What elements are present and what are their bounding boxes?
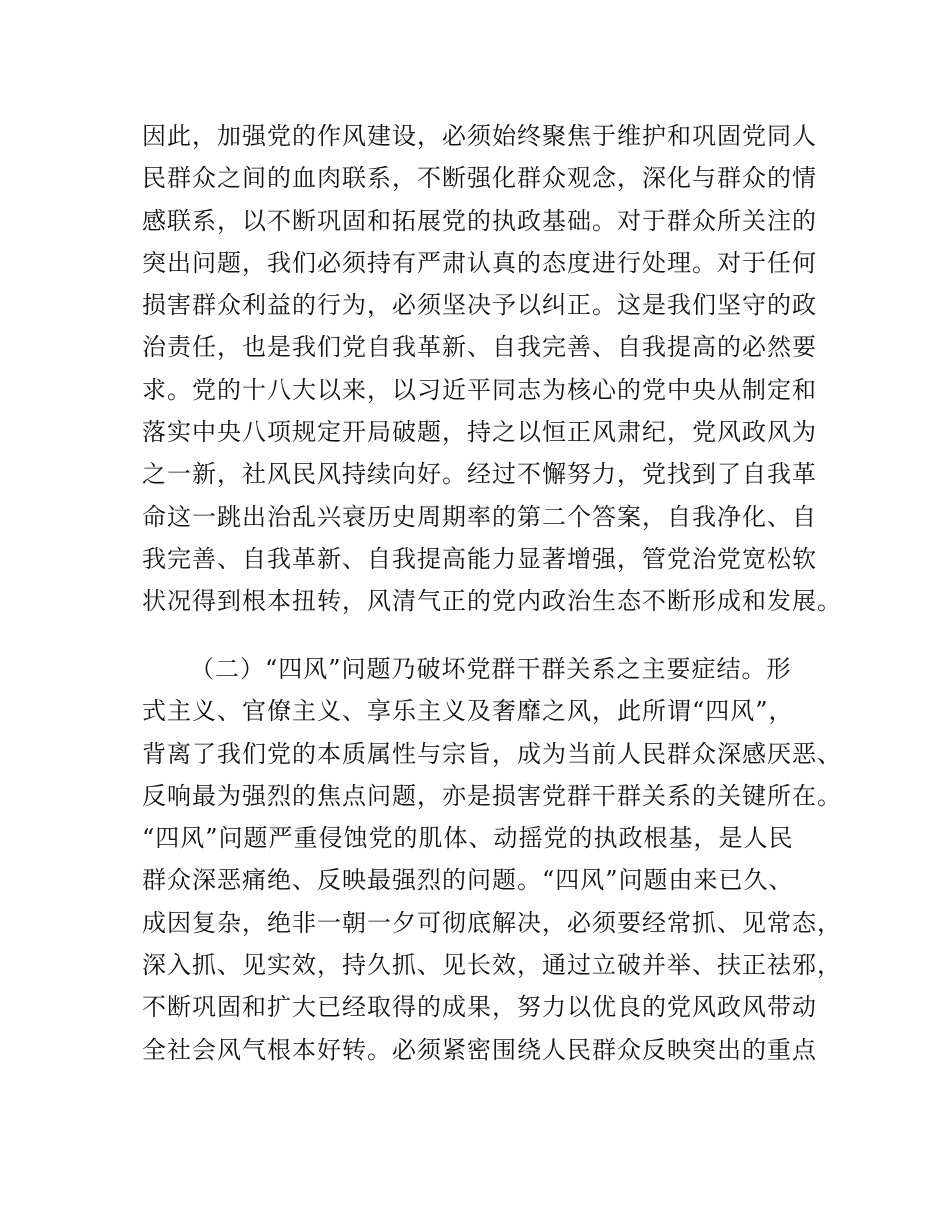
paragraph-2-line: 反响最为强烈的焦点问题，亦是损害党群干群关系的关键所在。 (142, 781, 842, 810)
paragraph-2-line: 成因复杂，绝非一朝一夕可彻底解决，必须要经常抓、见常态， (142, 908, 842, 937)
paragraph-1-line: 民群众之间的血肉联系，不断强化群众观念，深化与群众的情 (142, 164, 817, 193)
paragraph-2 (142, 648, 842, 1071)
paragraph-1-line: 落实中央八项规定开局破题，持之以恒正风肃纪，党风政风为 (142, 418, 817, 447)
paragraph-1-line: 损害群众利益的行为，必须坚决予以纠正。这是我们坚守的政 (142, 291, 817, 320)
paragraph-2-line: 背离了我们党的本质属性与宗旨，成为当前人民群众深感厌恶、 (142, 739, 842, 768)
paragraph-1-line: 我完善、自我革新、自我提高能力显著增强，管党治党宽松软 (142, 544, 817, 573)
paragraph-2-line: 群众深恶痛绝、反映最强烈的问题。“四风”问题由来已久、 (142, 866, 794, 895)
paragraph-1-line: 状况得到根本扭转，风清气正的党内政治生态不断形成和发展。 (142, 587, 842, 616)
paragraph-1-line: 治责任，也是我们党自我革新、自我完善、自我提高的必然要 (142, 333, 817, 362)
paragraph-2-line: “四风”问题严重侵蚀党的肌体、动摇党的执政根基，是人民 (142, 824, 794, 853)
paragraph-2-line: 式主义、官僚主义、享乐主义及奢靡之风，此所谓“四风”， (142, 697, 794, 726)
paragraph-1-line: 命这一跳出治乱兴衰历史周期率的第二个答案，自我净化、自 (142, 502, 817, 531)
paragraph-1-line: 感联系，以不断巩固和拓展党的执政基础。对于群众所关注的 (142, 206, 817, 235)
paragraph-1 (142, 115, 842, 623)
paragraph-2-line: 不断巩固和扩大已经取得的成果，努力以优良的党风政风带动 (142, 993, 817, 1022)
paragraph-2-heading-line: （二）“四风”问题乃破坏党群干群关系之主要症结。形 (190, 655, 792, 683)
paragraph-2-line: 全社会风气根本好转。必须紧密围绕人民群众反映突出的重点 (142, 1035, 817, 1064)
paragraph-2-line: 深入抓、见实效，持久抓、见长效，通过立破并举、扶正祛邪， (142, 951, 842, 980)
paragraph-1-line: 突出问题，我们必须持有严肃认真的态度进行处理。对于任何 (142, 248, 817, 277)
paragraph-1-line: 因此，加强党的作风建设，必须始终聚焦于维护和巩固党同人 (142, 122, 817, 150)
paragraph-1-line: 求。党的十八大以来，以习近平同志为核心的党中央从制定和 (142, 375, 817, 404)
paragraph-1-line: 之一新，社风民风持续向好。经过不懈努力，党找到了自我革 (142, 460, 817, 489)
